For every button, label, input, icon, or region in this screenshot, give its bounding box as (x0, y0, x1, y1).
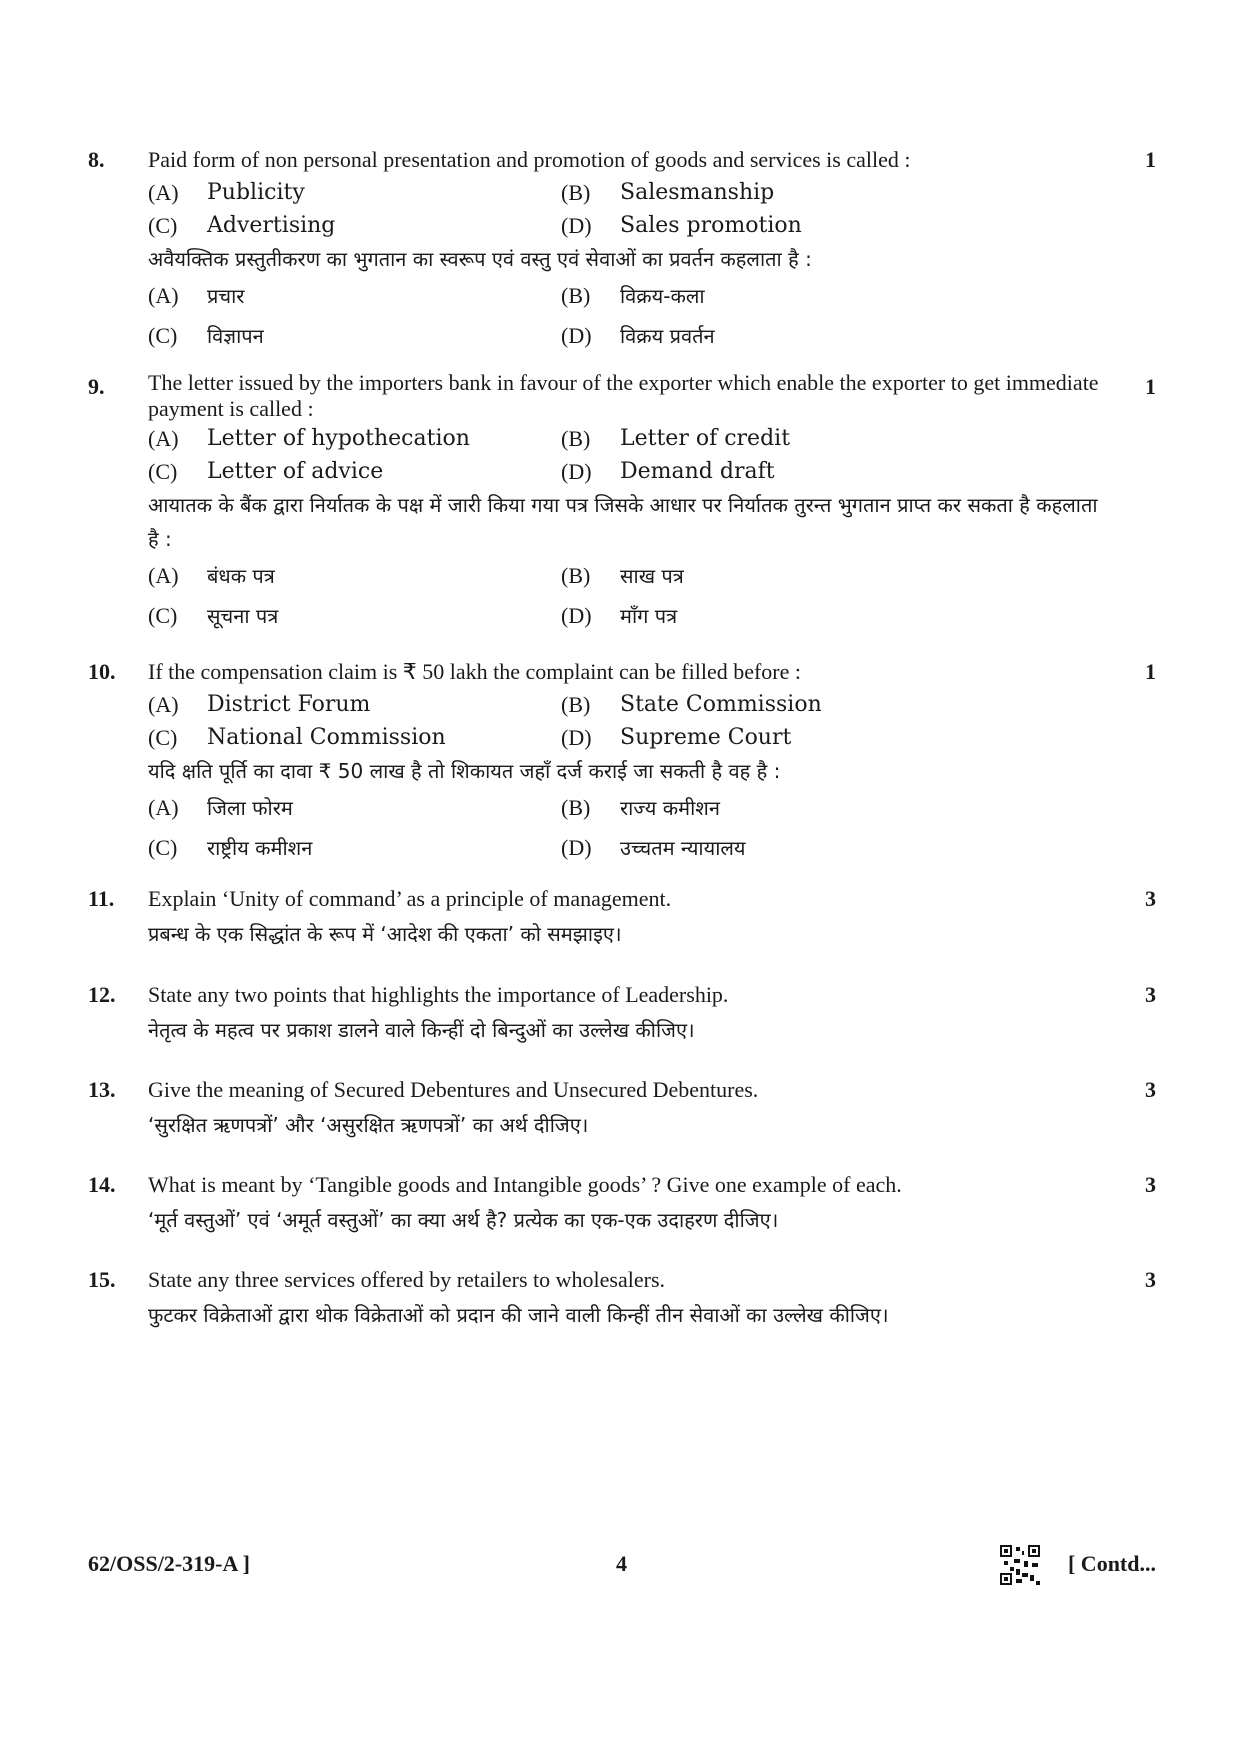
option: (B) राज्य कमीशन (561, 795, 720, 820)
option: (C) National Commission (148, 725, 446, 750)
option: (C) विज्ञापन (148, 323, 264, 348)
option: (D) Demand draft (561, 459, 775, 484)
question-marks: 3 (1145, 1077, 1156, 1102)
question-text-hi: यदि क्षति पूर्ति का दावा ₹ 50 लाख है तो शिकायत जहाँ दर्ज कराई जा सकती है वह है : (148, 759, 781, 783)
option: (C) सूचना पत्र (148, 603, 279, 628)
option: (C) राष्ट्रीय कमीशन (148, 835, 313, 860)
question-marks: 1 (1145, 659, 1156, 684)
options-hi (148, 276, 1156, 356)
options-en (148, 422, 1156, 488)
question-13 (88, 1073, 1156, 1144)
question-text-en: State any three services offered by retailers to wholesalers. (148, 1267, 665, 1292)
option: (A) प्रचार (148, 283, 245, 308)
question-number: 11. (88, 886, 115, 911)
option: (D) उच्चतम न्यायालय (561, 835, 746, 860)
option: (A) बंधक पत्र (148, 563, 275, 588)
question-11 (88, 882, 1156, 953)
option: (B) विक्रय-कला (561, 283, 705, 308)
question-text-hi: अवैयक्तिक प्रस्तुतीकरण का भुगतान का स्वरूप एवं वस्तु एवं सेवाओं का प्रवर्तन कहलाता है : (148, 247, 812, 271)
option: (A) Publicity (148, 180, 305, 205)
question-text-en: The letter issued by the importers bank in favour of the exporter which enable the exporter to get immediate payment is called : (148, 370, 1099, 421)
question-number: 10. (88, 659, 116, 684)
continued-label: [ Contd... (1067, 1551, 1156, 1576)
page-footer (88, 1545, 1156, 1585)
question-marks: 3 (1145, 1267, 1156, 1292)
question-12 (88, 978, 1156, 1049)
qr-code-icon (1000, 1545, 1040, 1585)
question-text-hi: ‘सुरक्षित ऋणपत्रों’ और ‘असुरक्षित ऋणपत्रों’ का अर्थ दीजिए। (148, 1113, 589, 1137)
question-text-hi: आयातक के बैंक द्वारा निर्यातक के पक्ष में जारी किया गया पत्र जिसके आधार पर निर्यातक तुरन्त भुगतान प्राप्त कर सकता है कहलाता है : (148, 493, 1098, 551)
question-marks: 1 (1145, 147, 1156, 172)
question-text-hi: ‘मूर्त वस्तुओं’ एवं ‘अमूर्त वस्तुओं’ का क्या अर्थ है? प्रत्येक का एक-एक उदाहरण दीजिए। (148, 1208, 779, 1232)
option: (D) Sales promotion (561, 213, 802, 238)
question-15 (88, 1263, 1156, 1334)
option: (B) साख पत्र (561, 563, 684, 588)
question-10 (88, 655, 1156, 868)
option: (B) State Commission (561, 692, 822, 717)
question-text-hi: फुटकर विक्रेताओं द्वारा थोक विक्रेताओं को प्रदान की जाने वाली किन्हीं तीन सेवाओं का उल्लेख कीजिए। (148, 1303, 889, 1327)
options-en (148, 688, 1156, 754)
option: (C) Advertising (148, 213, 336, 238)
question-text-en: What is meant by ‘Tangible goods and Intangible goods’ ? Give one example of each. (148, 1172, 902, 1197)
option: (B) Salesmanship (561, 180, 775, 205)
options-en (148, 176, 1156, 242)
option: (D) Supreme Court (561, 725, 792, 750)
question-marks: 3 (1145, 1172, 1156, 1197)
question-number: 8. (88, 147, 105, 172)
options-hi (148, 556, 1156, 636)
question-number: 12. (88, 982, 116, 1007)
question-number: 13. (88, 1077, 116, 1102)
question-text-hi: नेतृत्व के महत्व पर प्रकाश डालने वाले किन्हीं दो बिन्दुओं का उल्लेख कीजिए। (148, 1018, 695, 1042)
option: (D) विक्रय प्रवर्तन (561, 323, 715, 348)
option: (A) District Forum (148, 692, 371, 717)
question-text-en: Paid form of non personal presentation and promotion of goods and services is called : (148, 147, 911, 172)
question-14 (88, 1168, 1156, 1239)
question-marks: 3 (1145, 886, 1156, 911)
option: (A) जिला फोरम (148, 795, 293, 820)
question-9 (88, 370, 1156, 636)
question-number: 15. (88, 1267, 116, 1292)
question-text-en: State any two points that highlights the importance of Leadership. (148, 982, 729, 1007)
question-text-en: Give the meaning of Secured Debentures and Unsecured Debentures. (148, 1077, 759, 1102)
question-marks: 3 (1145, 982, 1156, 1007)
page-number: 4 (616, 1551, 627, 1576)
option: (A) Letter of hypothecation (148, 426, 470, 451)
option: (D) माँग पत्र (561, 603, 678, 628)
question-text-hi: प्रबन्ध के एक सिद्धांत के रूप में ‘आदेश की एकता’ को समझाइए। (148, 922, 622, 946)
options-hi (148, 788, 1156, 868)
question-number: 9. (88, 374, 105, 399)
question-8 (88, 143, 1156, 356)
question-text-en: Explain ‘Unity of command’ as a principle of management. (148, 886, 672, 911)
question-marks: 1 (1145, 374, 1156, 399)
paper-code: 62/OSS/2-319-A ] (88, 1551, 250, 1576)
option: (B) Letter of credit (561, 426, 791, 451)
option: (C) Letter of advice (148, 459, 384, 484)
question-number: 14. (88, 1172, 116, 1197)
question-text-en: If the compensation claim is ₹ 50 lakh the complaint can be filled before : (148, 659, 802, 684)
